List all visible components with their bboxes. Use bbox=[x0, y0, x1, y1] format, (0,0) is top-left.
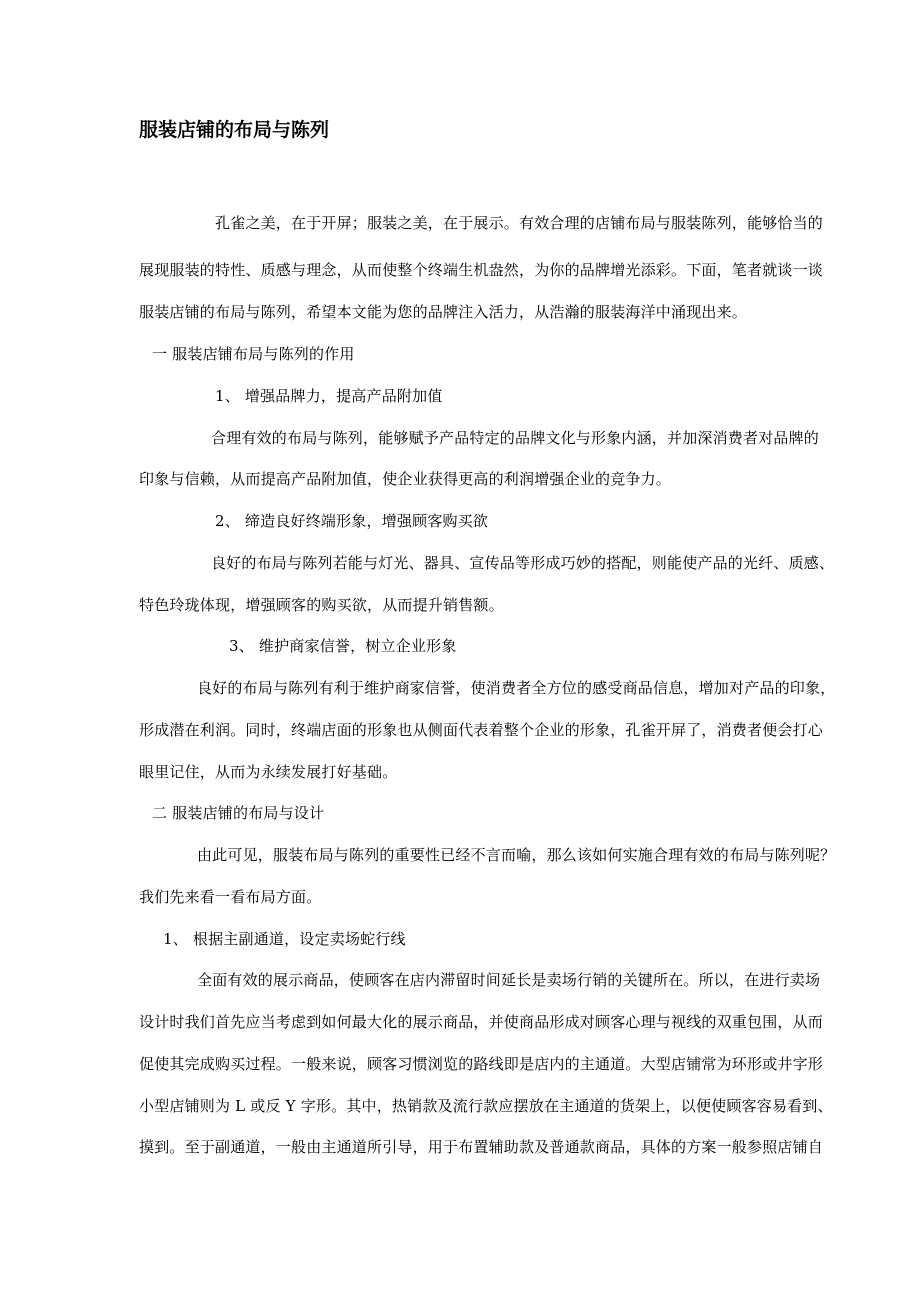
paragraph-line: 良好的布局与陈列有利于维护商家信誉，使消费者全方位的感受商品信息，增加对产品的印象， bbox=[197, 679, 836, 697]
subsection-heading: 1、 根据主副通道，设定卖场蛇行线 bbox=[163, 930, 406, 948]
paragraph-line: 促使其完成购买过程。一般来说，顾客习惯浏览的路线即是店内的主通道。大型店铺常为环形或井字形 bbox=[139, 1055, 824, 1073]
paragraph-line: 我们先来看一看布局方面。 bbox=[139, 888, 322, 906]
paragraph-line: 小型店铺则为 L 或反 Y 字形。其中，热销款及流行款应摆放在主通道的货架上，以便使顾客容易看到、 bbox=[139, 1097, 833, 1115]
paragraph-line: 设计时我们首先应当考虑到如何最大化的展示商品，并使商品形成对顾客心理与视线的双重包围，从而 bbox=[139, 1013, 824, 1031]
paragraph-line: 全面有效的展示商品，使顾客在店内滞留时间延长是卖场行销的关键所在。所以，在进行卖场 bbox=[197, 971, 821, 989]
intro-line: 展现服装的特性、质感与理念，从而使整个终端生机盎然，为你的品牌增光添彩。下面，笔者就谈一谈 bbox=[139, 261, 824, 279]
subsection-heading: 1、 增强品牌力，提高产品附加值 bbox=[215, 387, 443, 405]
paragraph-line: 印象与信赖，从而提高产品附加值，使企业获得更高的利润增强企业的竞争力。 bbox=[139, 470, 672, 488]
paragraph-line: 眼里记住，从而为永续发展打好基础。 bbox=[139, 763, 398, 781]
paragraph-line: 良好的布局与陈列若能与灯光、器具、宣传品等形成巧妙的搭配，则能使产品的光纤、质感、 bbox=[211, 554, 835, 572]
paragraph-line: 由此可见，服装布局与陈列的重要性已经不言而喻，那么该如何实施合理有效的布局与陈列呢？ bbox=[197, 846, 836, 864]
subsection-heading: 2、 缔造良好终端形象，增强顾客购买欲 bbox=[215, 512, 489, 530]
section-heading: 一 服装店铺布局与陈列的作用 bbox=[152, 345, 355, 363]
document-title: 服装店铺的布局与陈列 bbox=[139, 119, 330, 141]
subsection-heading: 3、 维护商家信誉，树立企业形象 bbox=[229, 637, 457, 655]
intro-line: 服装店铺的布局与陈列，希望本文能为您的品牌注入活力，从浩瀚的服装海洋中涌现出来。 bbox=[139, 303, 748, 321]
intro-line: 孔雀之美，在于开屏；服装之美，在于展示。有效合理的店铺布局与服装陈列，能够恰当的 bbox=[215, 214, 824, 232]
section-heading: 二 服装店铺的布局与设计 bbox=[152, 804, 325, 822]
paragraph-line: 合理有效的布局与陈列，能够赋予产品特定的品牌文化与形象内涵，并加深消费者对品牌的 bbox=[211, 429, 820, 447]
paragraph-line: 形成潜在利润。同时，终端店面的形象也从侧面代表着整个企业的形象，孔雀开屏了，消费者便会打心 bbox=[139, 721, 824, 739]
paragraph-line: 特色玲珑体现，增强顾客的购买欲，从而提升销售额。 bbox=[139, 596, 504, 614]
paragraph-line: 摸到。至于副通道，一般由主通道所引导，用于布置辅助款及普通款商品，具体的方案一般参照店铺自 bbox=[139, 1138, 824, 1156]
